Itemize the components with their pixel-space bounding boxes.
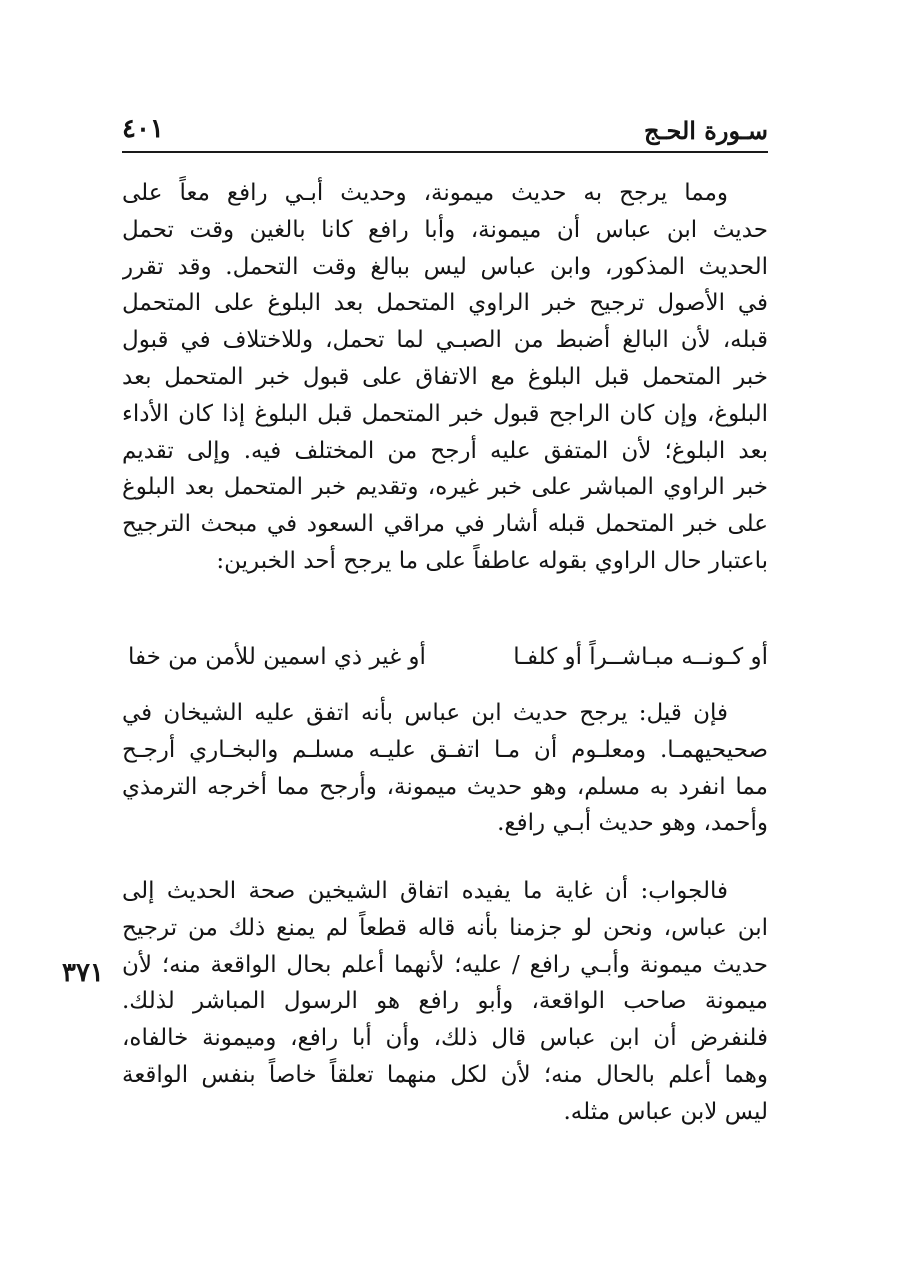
text-line: الحديث المذكور، وابن عباس ليس ببالغ وقت التحمل. وقد تقرر — [122, 253, 768, 280]
text-line: بعد البلوغ؛ لأن المتفق عليه أرجح من المختلف فيه. وإلى تقديم — [122, 437, 768, 464]
page-header — [122, 112, 768, 152]
text-line: خبر المتحمل قبل البلوغ مع الاتفاق على قبول خبر المتحمل بعد — [122, 363, 768, 390]
text-line: ليس لابن عباس مثله. — [563, 1098, 768, 1125]
verse-second-hemistich: أو غير ذي اسمين للأمن من خفا — [128, 644, 426, 670]
surah-title: سـورة الحـج — [643, 116, 768, 145]
verse-first-hemistich: أو كـونــه مبـاشــراً أو كلفـا — [513, 644, 768, 670]
text-line: باعتبار حال الراوي بقوله عاطفاً على ما يرجح أحد الخبرين: — [216, 547, 768, 574]
text-line: فلنفرض أن ابن عباس قال ذلك، وأن أبا رافع، وميمونة خالفاه، — [122, 1025, 768, 1052]
text-line: حديث ابن عباس أن ميمونة، وأبا رافع كانا بالغين وقت تحمل — [122, 216, 768, 243]
text-line: البلوغ، وإن كان الراجح قبول خبر المتحمل قبل البلوغ إذا كان الأداء — [122, 400, 768, 427]
text-line: في الأصول ترجيح خبر الراوي المتحمل بعد البلوغ على المتحمل — [122, 290, 768, 317]
margin-page-reference: ٣٧١ — [62, 958, 104, 988]
paragraph-2 — [122, 695, 768, 842]
text-line: قبله، لأن البالغ أضبط من الصبـي لما تحمل، وللاختلاف في قبول — [122, 327, 768, 354]
paragraph-3 — [122, 873, 768, 1131]
text-line: وأحمد، وهو حديث أبـي رافع. — [497, 810, 768, 837]
text-line: حديث ميمونة وأبـي رافع / عليه؛ لأنهما أعلم بحال الواقعة منه؛ لأن — [122, 951, 768, 978]
paragraph-1 — [122, 175, 768, 580]
page-number: ٤٠١ — [122, 114, 164, 144]
text-line: صحيحيهمـا. ومعلـوم أن مـا اتفـق عليـه مسلـم والبخـاري أرجـح — [122, 736, 768, 763]
text-line: ومما يرجح به حديث ميمونة، وحديث أبـي رافع معاً على — [122, 180, 728, 206]
text-line: ميمونة صاحب الواقعة، وأبو رافع هو الرسول المباشر لذلك. — [122, 988, 768, 1015]
text-line: وهما أعلم بالحال منه؛ لأن لكل منهما تعلقاً خاصاً بنفس الواقعة — [122, 1061, 768, 1088]
poetry-verse — [128, 644, 768, 680]
text-line: مما انفرد به مسلم، وهو حديث ميمونة، وأرجح مما أخرجه الترمذي — [122, 773, 768, 800]
text-line: على خبر المتحمل قبله أشار في مراقي السعود في مبحث الترجيح — [122, 511, 768, 538]
text-line: ابن عباس، ونحن لو جزمنا بأنه قاله قطعاً لم يمنع ذلك من ترجيح — [122, 914, 768, 941]
text-line: فإن قيل: يرجح حديث ابن عباس بأنه اتفق عليه الشيخان في — [122, 700, 728, 726]
text-line: فالجواب: أن غاية ما يفيده اتفاق الشيخين صحة الحديث إلى — [122, 878, 728, 904]
header-divider — [122, 151, 768, 153]
text-line: خبر الراوي المباشر على خبر غيره، وتقديم خبر المتحمل بعد البلوغ — [122, 474, 768, 501]
